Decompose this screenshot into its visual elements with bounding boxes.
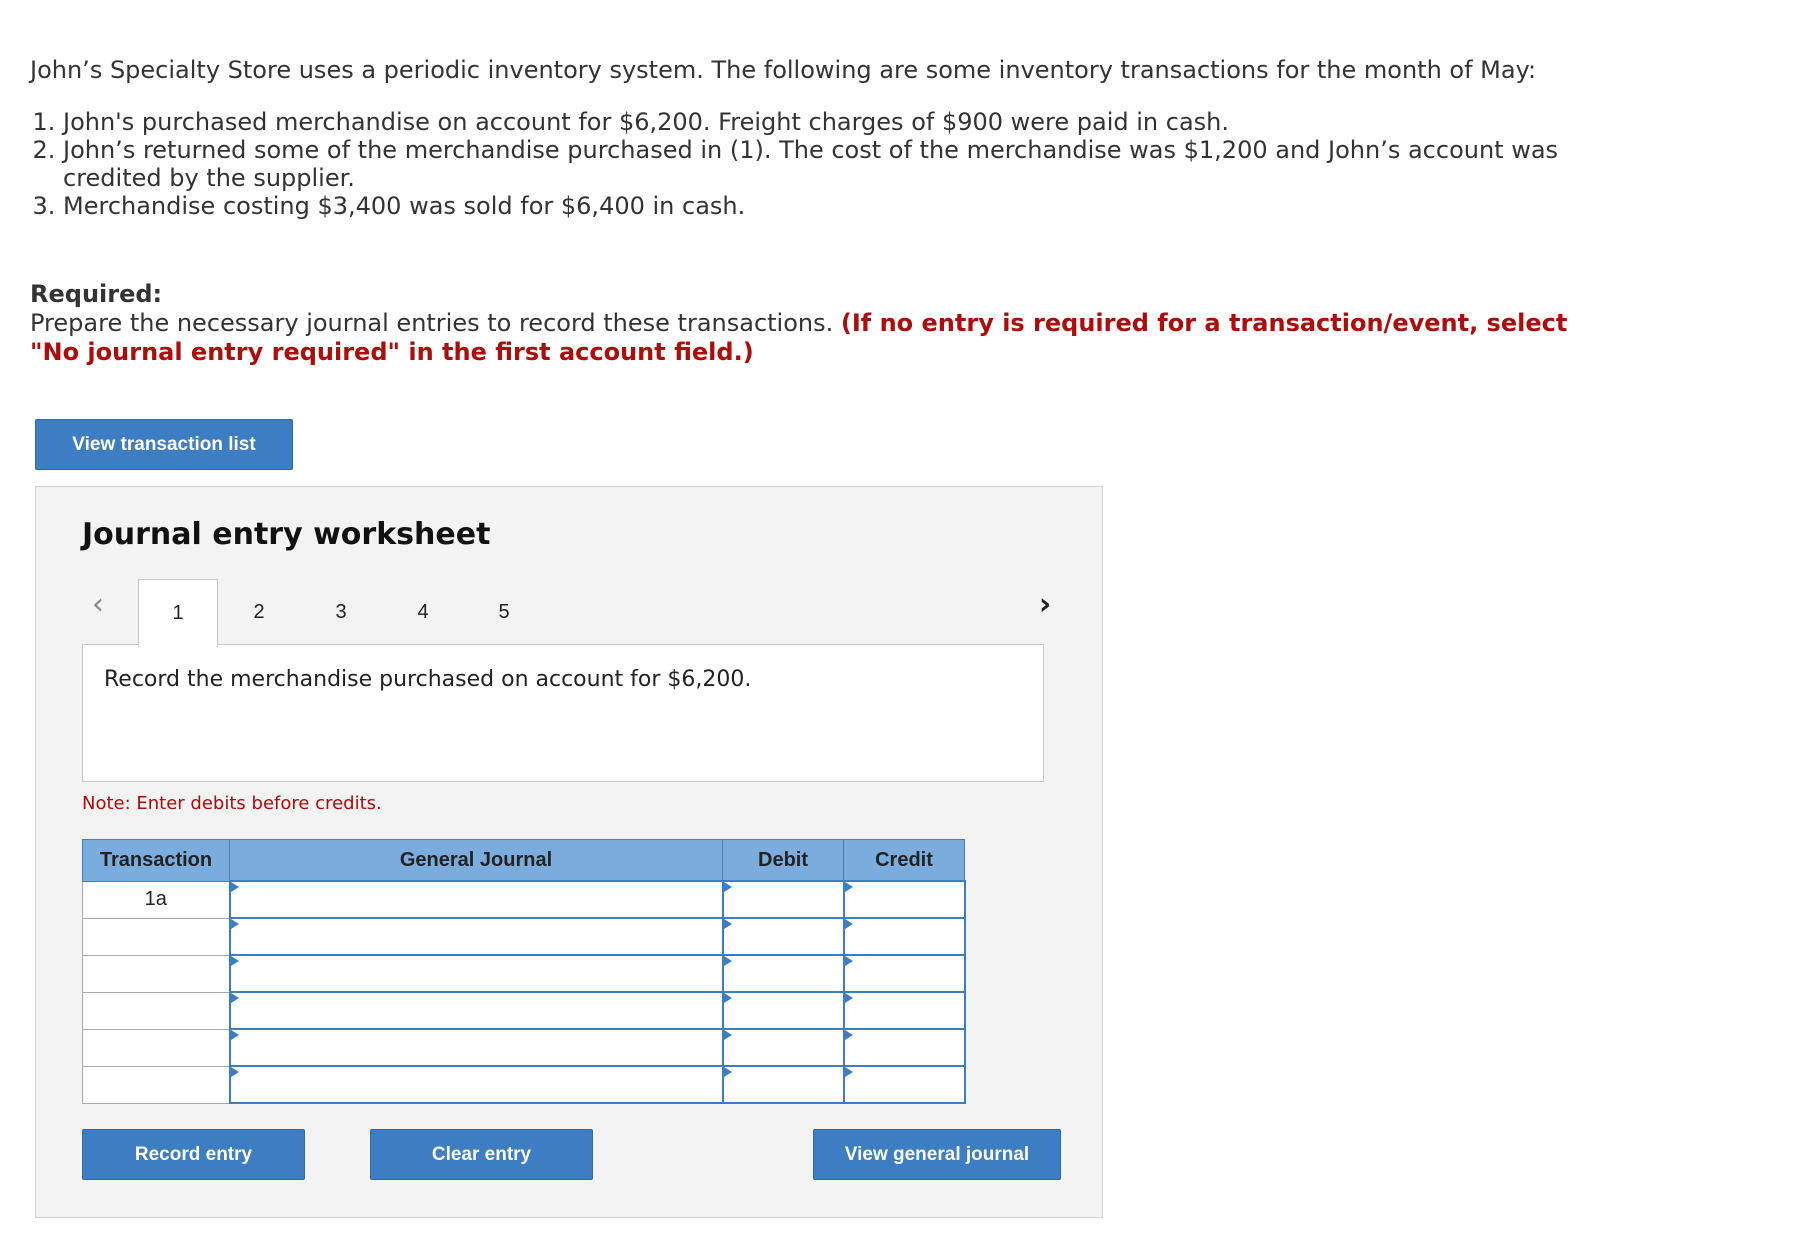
tab-5[interactable]: 5 — [498, 600, 510, 623]
chevron-right-icon[interactable]: › — [1038, 587, 1052, 622]
header-general-journal: General Journal — [230, 840, 723, 882]
transaction-item: 3. Merchandise costing $3,400 was sold for $6,400 in cash. — [63, 192, 1590, 220]
account-input[interactable] — [230, 918, 723, 955]
required-title: Required: — [30, 280, 163, 308]
debit-input[interactable] — [723, 881, 844, 918]
account-input[interactable] — [230, 955, 723, 992]
credit-input[interactable] — [844, 1029, 965, 1066]
debit-input[interactable] — [723, 1029, 844, 1066]
record-entry-button[interactable]: Record entry — [82, 1129, 305, 1180]
transaction-cell — [83, 918, 230, 955]
transaction-description: Record the merchandise purchased on account for $6,200. — [104, 667, 752, 692]
table-row — [83, 881, 965, 918]
credit-input[interactable] — [844, 918, 965, 955]
transaction-item: 1. John's purchased merchandise on account for $6,200. Freight charges of $900 were paid in cash. — [63, 108, 1590, 136]
journal-entry-worksheet — [35, 486, 1103, 1218]
header-transaction: Transaction — [83, 840, 230, 882]
account-input[interactable] — [230, 992, 723, 1029]
transaction-cell: 1a — [83, 881, 230, 918]
transaction-cell — [83, 1066, 230, 1103]
table-row — [83, 1029, 965, 1066]
debit-input[interactable] — [723, 918, 844, 955]
transaction-cell — [83, 955, 230, 992]
table-row — [83, 1066, 965, 1103]
transaction-cell — [83, 1029, 230, 1066]
debits-note: Note: Enter debits before credits. — [82, 793, 382, 814]
journal-table — [82, 839, 966, 1104]
transaction-list — [30, 108, 1590, 220]
tab-1[interactable]: 1 — [138, 579, 218, 647]
tab-3[interactable]: 3 — [335, 600, 347, 623]
table-row — [83, 955, 965, 992]
header-credit: Credit — [844, 840, 965, 882]
transaction-cell — [83, 992, 230, 1029]
worksheet-title: Journal entry worksheet — [82, 517, 491, 552]
required-instructions — [30, 309, 1590, 367]
account-input[interactable] — [230, 881, 723, 918]
transaction-description-box — [82, 644, 1044, 782]
required-section — [30, 280, 1590, 367]
credit-input[interactable] — [844, 992, 965, 1029]
clear-entry-button[interactable]: Clear entry — [370, 1129, 593, 1180]
table-row — [83, 918, 965, 955]
view-general-journal-button[interactable]: View general journal — [813, 1129, 1061, 1180]
account-input[interactable] — [230, 1029, 723, 1066]
tab-2[interactable]: 2 — [253, 600, 265, 623]
credit-input[interactable] — [844, 1066, 965, 1103]
tab-4[interactable]: 4 — [417, 600, 429, 623]
table-row — [83, 992, 965, 1029]
header-debit: Debit — [723, 840, 844, 882]
transaction-item: 2. John’s returned some of the merchandise purchased in (1). The cost of the merchandise was $1,200 and John’s account was credited by the supplier. — [63, 136, 1590, 192]
credit-input[interactable] — [844, 881, 965, 918]
debit-input[interactable] — [723, 1066, 844, 1103]
chevron-left-icon[interactable]: ‹ — [92, 587, 104, 622]
problem-intro: John’s Specialty Store uses a periodic inventory system. The following are some inventory transactions for the month of May: — [30, 56, 1537, 84]
debit-input[interactable] — [723, 992, 844, 1029]
account-input[interactable] — [230, 1066, 723, 1103]
required-text: Prepare the necessary journal entries to record these transactions. — [30, 309, 834, 337]
credit-input[interactable] — [844, 955, 965, 992]
debit-input[interactable] — [723, 955, 844, 992]
view-transaction-list-button[interactable]: View transaction list — [35, 419, 293, 470]
problem-statement — [30, 56, 1590, 220]
required-note: (If no entry is required for a transaction/event, select "No journal entry required" in the first account field.) — [30, 309, 1568, 366]
